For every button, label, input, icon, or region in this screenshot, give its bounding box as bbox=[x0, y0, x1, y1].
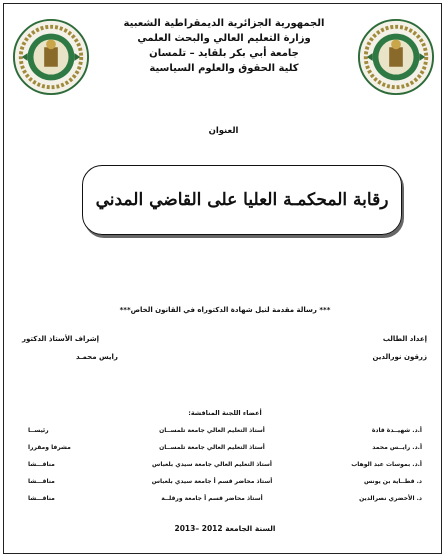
student-label: إعداد الطالب bbox=[382, 335, 427, 343]
university-seal-right-icon bbox=[357, 18, 435, 96]
header-line-ministry: وزارة التعليم العالي والبحث العلمي bbox=[137, 33, 311, 44]
member-role: مشرفا ومقررا bbox=[28, 444, 71, 451]
member-name: أ.د. رايــس محمد bbox=[372, 444, 422, 451]
committee-table bbox=[28, 422, 422, 507]
member-role: مناقـــشا bbox=[28, 478, 55, 485]
member-name: د. قطــاية بن يونس bbox=[363, 478, 422, 485]
member-rank: أستاذ محاضر قسم أ جامعة سيدي بلعباس bbox=[151, 478, 273, 485]
table-row bbox=[28, 473, 422, 490]
title-label: العنوان bbox=[208, 126, 239, 136]
table-row bbox=[28, 439, 422, 456]
table-row bbox=[28, 456, 422, 473]
member-rank: أستاذ التعليم العالي جامعة سيدي بلعباس bbox=[152, 461, 272, 468]
member-rank: أستاذ التعليم العالي جامعة تلمســان bbox=[159, 444, 265, 451]
thesis-title-box bbox=[82, 165, 402, 235]
header-line-republic: الجمهورية الجزائرية الديمقراطية الشعبية bbox=[123, 18, 325, 29]
member-rank: أستاذ محاضر قسم أ جامعة ورقلــة bbox=[161, 495, 263, 502]
header-line-university: جامعة أبي بكر بلقايد – تلمسان bbox=[149, 48, 299, 59]
thesis-title: رقابة المحكمـة العليا على القاضي المدني bbox=[95, 190, 389, 210]
member-name: أ.د. شهيــدة قادة bbox=[371, 427, 422, 434]
committee-title: أعضاء اللجنة المناقشة: bbox=[188, 409, 262, 417]
table-row bbox=[28, 422, 422, 439]
thesis-purpose: *** رسالة مقدمة لنيل شهادة الدكتوراه في القانون الخاص*** bbox=[119, 306, 331, 314]
member-role: مناقـــشا bbox=[28, 461, 55, 468]
member-name: د. الأخضري نصرالدين bbox=[359, 495, 422, 502]
member-role: رئيســا bbox=[28, 427, 49, 434]
university-seal-left-icon bbox=[12, 18, 90, 96]
member-name: أ.د. بموسات عبد الوهاب bbox=[351, 461, 422, 468]
member-role: مناقـــشا bbox=[28, 495, 55, 502]
member-rank: أستاذ التعليم العالي جامعة تلمســان bbox=[159, 427, 265, 434]
supervisor-name: رايس محمـد bbox=[76, 353, 118, 361]
table-row bbox=[28, 490, 422, 507]
student-name: زرقون نورالدين bbox=[372, 353, 427, 361]
supervisor-label: إشراف الأستاذ الدكتور bbox=[22, 335, 100, 343]
institution-header bbox=[110, 16, 338, 76]
academic-year: السنة الجامعة 2012 –2013 bbox=[174, 524, 276, 533]
header-line-faculty: كلية الحقوق والعلوم السياسية bbox=[149, 63, 299, 74]
